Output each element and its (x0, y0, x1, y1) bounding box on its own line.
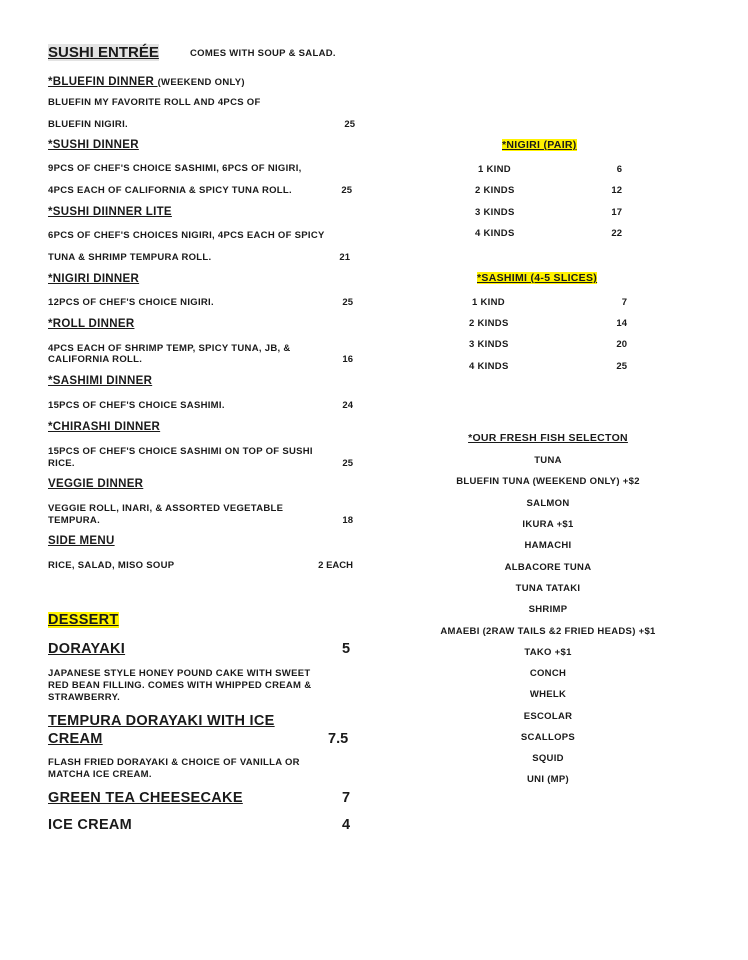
fish-item: TAKO +$1 (524, 647, 572, 658)
sashimi-row-price: 25 (616, 361, 627, 372)
dessert-item-desc: FLASH FRIED DORAYAKI & CHOICE OF VANILLA OR (48, 757, 300, 768)
dessert-item-name: ICE CREAM (48, 817, 133, 833)
menu-item-desc: VEGGIE ROLL, INARI, & ASSORTED VEGETABLE (48, 503, 284, 514)
nigiri-row-label: 1 KIND (478, 164, 511, 175)
menu-item-name: *SUSHI DIINNER LITE (48, 206, 172, 218)
menu-item-name: *CHIRASHI DINNER (48, 421, 161, 433)
menu-item-desc: TUNA & SHRIMP TEMPURA ROLL. (48, 252, 212, 263)
nigiri-row-label: 2 KINDS (475, 185, 515, 196)
entree-title: SUSHI ENTRÉE (48, 44, 159, 61)
dessert-item-price: 7.5 (328, 731, 349, 747)
sashimi-title: *SASHIMI (4-5 SLICES) (477, 272, 598, 284)
dessert-item-price: 5 (342, 641, 351, 657)
nigiri-row-price: 12 (611, 185, 622, 196)
dessert-item-price: 4 (342, 817, 351, 833)
sashimi-row-label: 2 KINDS (469, 318, 509, 329)
dessert-item-desc: MATCHA ICE CREAM. (48, 769, 152, 780)
menu-item-desc: 4PCS EACH OF SHRIMP TEMP, SPICY TUNA, JB, & (48, 343, 291, 354)
fish-item: AMAEBI (2RAW TAILS &2 FRIED HEADS) +$1 (440, 626, 656, 637)
fish-item: IKURA +$1 (522, 519, 574, 530)
menu-item-price: 21 (339, 252, 350, 263)
sashimi-row-label: 1 KIND (472, 297, 505, 308)
fish-item: SALMON (526, 498, 570, 509)
sashimi-row-price: 7 (621, 297, 627, 308)
menu-item-desc: TEMPURA. (48, 515, 101, 526)
nigiri-row-label: 4 KINDS (475, 228, 515, 239)
menu-item-name: *SUSHI DINNER (48, 139, 139, 151)
menu-item-desc: 12PCS OF CHEF'S CHOICE NIGIRI. (48, 297, 214, 308)
menu-item-name: VEGGIE DINNER (48, 478, 144, 490)
menu-item-desc: 15PCS OF CHEF'S CHOICE SASHIMI. (48, 400, 225, 411)
fish-item: UNI (MP) (527, 774, 569, 785)
fish-item: BLUEFIN TUNA (WEEKEND ONLY) +$2 (456, 476, 640, 487)
menu-item-desc: 6PCS OF CHEF'S CHOICES NIGIRI, 4PCS EACH OF SPICY (48, 230, 325, 241)
menu-item-name: *ROLL DINNER (48, 318, 135, 330)
menu-item-price: 25 (341, 185, 352, 196)
dessert-item-name: CREAM (48, 731, 103, 747)
sashimi-row-label: 4 KINDS (469, 361, 509, 372)
dessert-item-name: DORAYAKI (48, 641, 126, 657)
dessert-item-price: 7 (342, 790, 351, 806)
fish-title: *OUR FRESH FISH SELECTON (468, 432, 628, 444)
menu-item-desc: 15PCS OF CHEF'S CHOICE SASHIMI ON TOP OF SUSHI (48, 446, 313, 457)
nigiri-row-price: 6 (616, 164, 622, 175)
menu-item-desc: BLUEFIN NIGIRI. (48, 119, 128, 130)
menu-item-desc: RICE, SALAD, MISO SOUP (48, 560, 175, 571)
menu-item-name: *SASHIMI DINNER (48, 375, 153, 387)
menu-item-desc: BLUEFIN MY FAVORITE ROLL AND 4PCS OF (48, 97, 261, 108)
sashimi-row-label: 3 KINDS (469, 339, 509, 350)
dessert-item-name: TEMPURA DORAYAKI WITH ICE (48, 713, 275, 729)
menu-item-price: 18 (342, 515, 353, 526)
menu-item-desc: 4PCS EACH OF CALIFORNIA & SPICY TUNA ROLL. (48, 185, 292, 196)
nigiri-row-label: 3 KINDS (475, 207, 515, 218)
sashimi-row-price: 14 (616, 318, 627, 329)
dessert-item-desc: RED BEAN FILLING. COMES WITH WHIPPED CREAM & (48, 680, 312, 691)
menu-item-name: *NIGIRI DINNER (48, 273, 140, 285)
menu-item-price: 2 EACH (318, 560, 353, 571)
menu-item-price: 25 (342, 297, 353, 308)
fish-item: HAMACHI (524, 540, 572, 551)
fish-item: WHELK (529, 689, 567, 700)
menu-item-price: 16 (342, 354, 353, 365)
menu-item-desc: RICE. (48, 458, 75, 469)
fish-item: ESCOLAR (523, 711, 573, 722)
dessert-item-desc: JAPANESE STYLE HONEY POUND CAKE WITH SWEET (48, 668, 311, 679)
menu-item-price: 25 (344, 119, 355, 130)
dessert-title: DESSERT (48, 612, 119, 628)
entree-note: COMES WITH SOUP & SALAD. (190, 48, 336, 59)
nigiri-row-price: 22 (611, 228, 622, 239)
menu-item-name: *BLUEFIN DINNER (WEEKEND ONLY) (48, 76, 245, 88)
menu-item-price: 25 (342, 458, 353, 469)
fish-item: ALBACORE TUNA (504, 562, 592, 573)
menu-item-name: SIDE MENU (48, 535, 115, 547)
nigiri-row-price: 17 (611, 207, 622, 218)
dessert-item-desc: STRAWBERRY. (48, 692, 121, 703)
menu-item-desc: 9PCS OF CHEF'S CHOICE SASHIMI, 6PCS OF NIGIRI, (48, 163, 302, 174)
menu-item-price: 24 (342, 400, 353, 411)
sashimi-row-price: 20 (616, 339, 627, 350)
fish-item: SQUID (532, 753, 564, 764)
dessert-item-name: GREEN TEA CHEESECAKE (48, 790, 243, 806)
fish-item: CONCH (529, 668, 567, 679)
fish-item: SHRIMP (528, 604, 568, 615)
nigiri-title: *NIGIRI (PAIR) (502, 139, 577, 151)
fish-item: TUNA (534, 455, 562, 466)
menu-item-desc: CALIFORNIA ROLL. (48, 354, 143, 365)
fish-item: TUNA TATAKI (515, 583, 581, 594)
fish-item: SCALLOPS (520, 732, 576, 743)
